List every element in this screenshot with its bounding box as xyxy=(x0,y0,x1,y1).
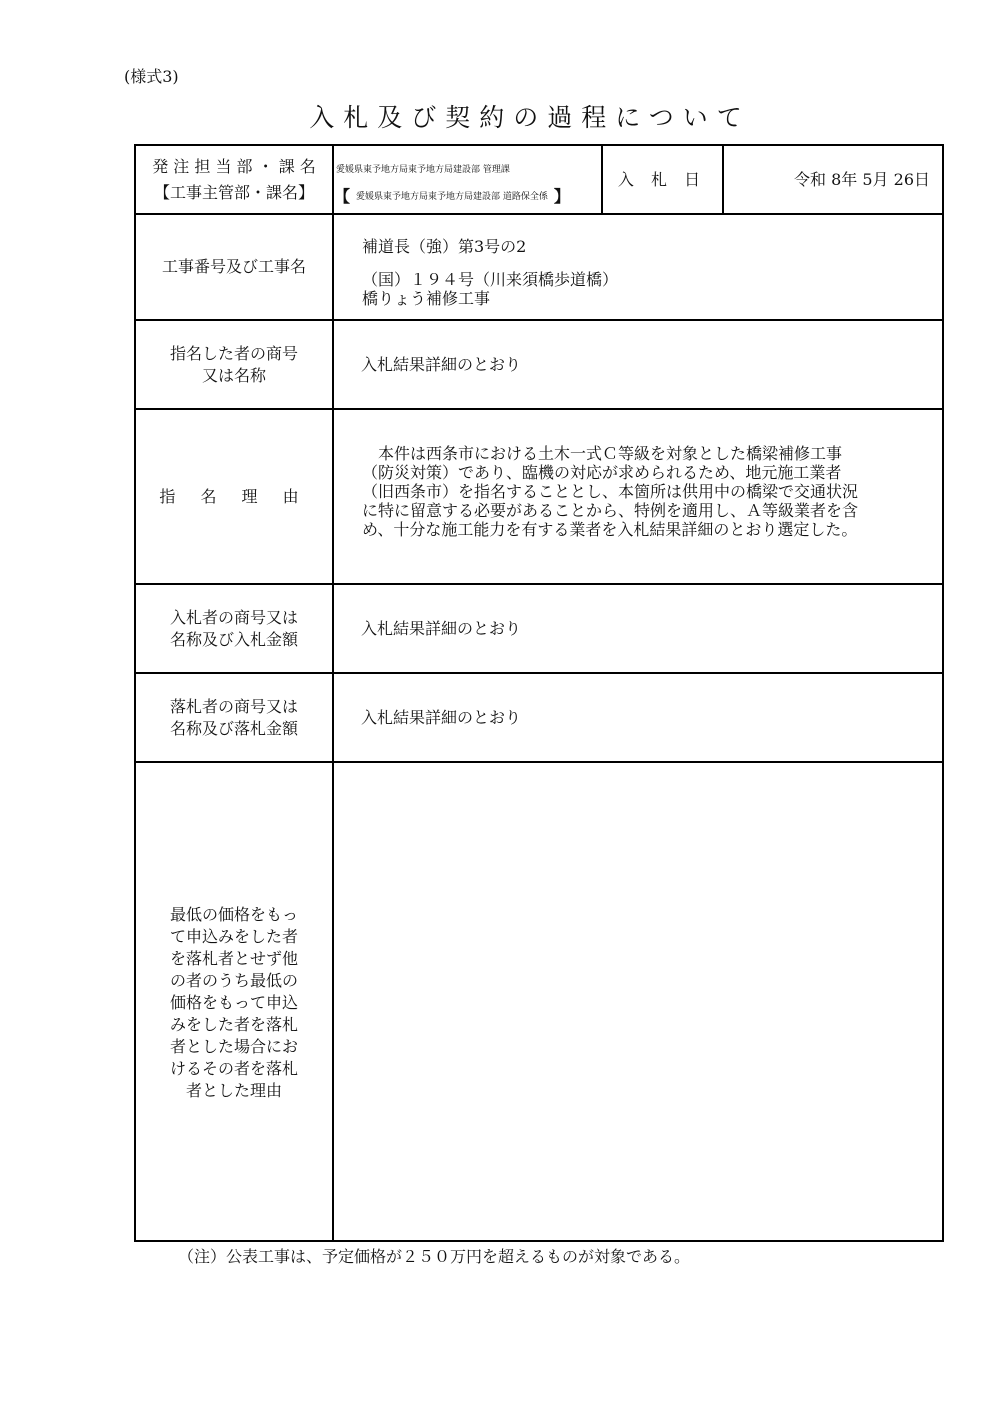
winner-label-line2: 名称及び落札金額 xyxy=(169,718,298,738)
nominated-label-line2: 又は名称 xyxy=(201,365,266,385)
exception-label-line: みをした者を落札 xyxy=(169,1014,298,1034)
bidders-label-line1: 入札者の商号又は xyxy=(169,607,298,627)
project-label: 工事番号及び工事名 xyxy=(161,257,306,276)
exception-label-line: の者のうち最低の xyxy=(169,970,298,990)
winner-label xyxy=(136,674,332,761)
exception-label-line: を落札者とせず他 xyxy=(169,948,298,968)
reason-line: め、十分な施工能力を有する業者を入札結果詳細のとおり選定した。 xyxy=(362,520,858,539)
exception-value xyxy=(334,763,942,1242)
exception-label-line: 者とした場合にお xyxy=(169,1036,298,1056)
exception-label-line: 価格をもって申込 xyxy=(169,992,298,1012)
reason-line: 本件は西条市における土木一式Ｃ等級を対象とした橋梁補修工事 xyxy=(362,444,843,463)
bidders-label xyxy=(136,585,332,672)
department-secondary-text: 愛媛県東予地方局東予地方局建設部 道路保全係 xyxy=(356,192,548,202)
exception-label-line: けるその者を落札 xyxy=(169,1058,298,1078)
bid-date-label: 入 札 日 xyxy=(617,169,707,189)
winner-value: 入札結果詳細のとおり xyxy=(361,707,522,727)
project-code: 補道長（強）第3号の2 xyxy=(362,237,527,256)
department-label xyxy=(136,146,332,213)
bracket-open: 【 xyxy=(334,187,351,206)
department-primary: 愛媛県東予地方局東予地方局建設部 管理課 xyxy=(336,165,510,175)
bid-date-value: 令和 8年 5月 26日 xyxy=(794,169,930,189)
footnote: （注）公表工事は、予定価格が２５０万円を超えるものが対象である。 xyxy=(178,1247,691,1266)
project-value xyxy=(334,215,942,319)
department-label-line1: 発 注 担 当 部 ・ 課 名 xyxy=(152,156,316,176)
reason-text xyxy=(362,444,944,539)
project-work: 橋りょう補修工事 xyxy=(362,289,491,308)
project-route: （国）１９４号（川来須橋歩道橋） xyxy=(362,270,619,289)
nominated-label xyxy=(136,321,332,408)
form-number: (様式3) xyxy=(124,67,179,86)
reason-line: （旧西条市）を指名することとし、本箇所は供用中の橋梁で交通状況 xyxy=(362,482,859,501)
exception-label-line: て申込みをした者 xyxy=(169,926,298,946)
bidders-label-line2: 名称及び入札金額 xyxy=(169,629,298,649)
exception-label xyxy=(136,763,332,1242)
department-secondary xyxy=(334,184,570,207)
reason-line: （防災対策）であり、臨機の対応が求められるため、地元施工業者 xyxy=(362,463,842,482)
bracket-close: 】 xyxy=(553,187,570,206)
document-title: 入札及び契約の過程について xyxy=(309,103,751,132)
reason-label: 指 名 理 由 xyxy=(159,486,309,506)
exception-label-line: 最低の価格をもっ xyxy=(169,904,298,924)
winner-label-line1: 落札者の商号又は xyxy=(169,696,298,716)
bidders-value: 入札結果詳細のとおり xyxy=(361,618,522,638)
reason-line: に特に留意する必要があることから、特例を適用し、Ａ等級業者を含 xyxy=(362,501,859,520)
exception-label-line: 者とした理由 xyxy=(185,1080,282,1100)
nominated-value: 入札結果詳細のとおり xyxy=(361,354,522,374)
process-table xyxy=(134,144,944,1242)
department-label-line2: 【工事主管部・課名】 xyxy=(153,182,314,202)
nominated-label-line1: 指名した者の商号 xyxy=(169,343,298,363)
